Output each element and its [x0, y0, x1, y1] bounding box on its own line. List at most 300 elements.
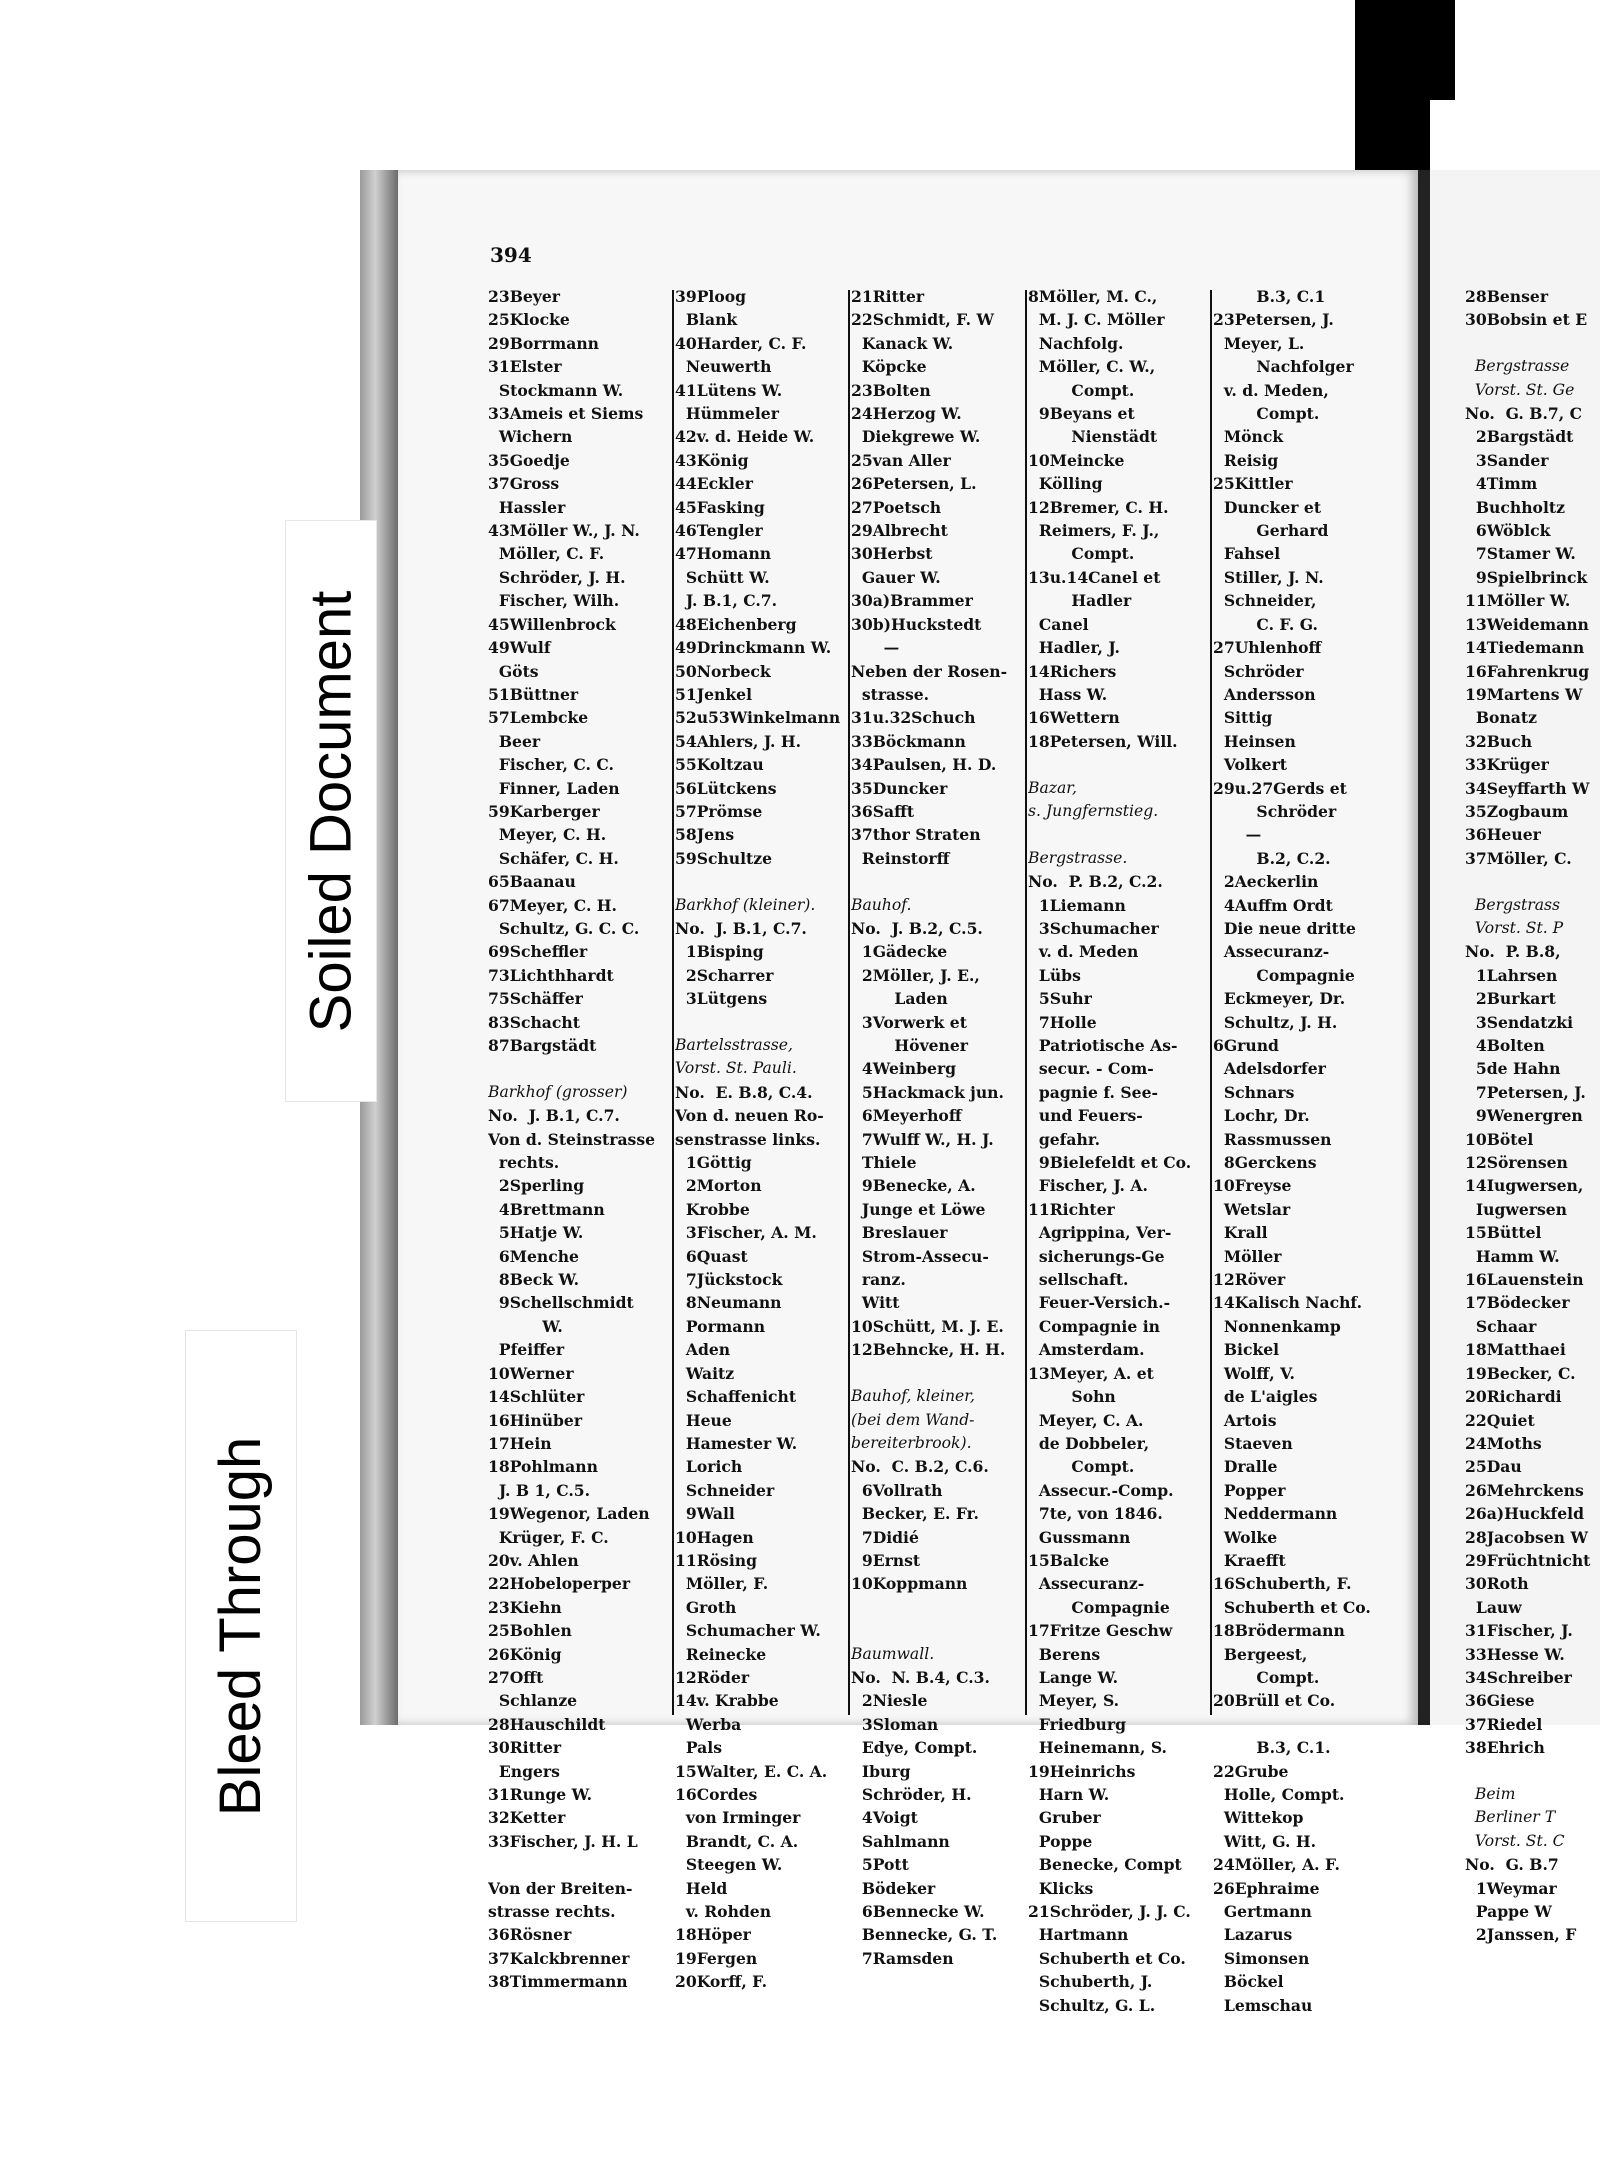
column-line: 33Fischer, J. H. L: [488, 1831, 638, 1851]
column-line: 26König: [488, 1644, 562, 1664]
column-line: Bennecke, G. T.: [851, 1925, 998, 1945]
column-line: 5Suhr: [1028, 989, 1092, 1009]
text-column: [1213, 285, 1418, 2017]
column-line: 6Vollrath: [851, 1480, 943, 1500]
column-line: [675, 1011, 847, 1034]
column-line: 10Koppmann: [851, 1574, 968, 1594]
column-line: 2Morton: [675, 1176, 762, 1196]
column-line: Lorich: [675, 1457, 743, 1477]
text-column: [1028, 285, 1208, 2017]
column-line: 7Didié: [851, 1527, 919, 1547]
page-gutter: [1418, 170, 1430, 1725]
column-line: Adelsdorfer: [1213, 1059, 1326, 1079]
column-line: 87Bargstädt: [488, 1036, 597, 1055]
column-line: 18Pohlmann: [488, 1457, 598, 1477]
column-line: Möller, C. F.: [488, 544, 605, 564]
column-line: Poppe: [1028, 1831, 1093, 1851]
column-line: sicherungs-Ge: [1028, 1246, 1165, 1266]
column-line: 31Elster: [488, 357, 562, 377]
column-line: 31u.32Schuch: [851, 708, 976, 728]
column-line: 10Bötel: [1465, 1129, 1534, 1149]
column-line: 38Timmermann: [488, 1972, 628, 1992]
column-line: 3Lütgens: [675, 989, 768, 1009]
column-line: 73Lichthhardt: [488, 965, 614, 985]
column-line: Neddermann: [1213, 1504, 1338, 1524]
column-line: [1465, 1760, 1600, 1783]
column-line: 31Runge W.: [488, 1785, 593, 1804]
column-line: 5Hatje W.: [488, 1223, 584, 1243]
column-line: 4Bolten: [1465, 1036, 1545, 1055]
column-line: 25Bohlen: [488, 1621, 572, 1641]
column-line: Meyer, L.: [1213, 333, 1305, 353]
column-line: Aden: [675, 1340, 731, 1360]
column-line: 6Menche: [488, 1246, 579, 1266]
column-line: 24Herzog W.: [851, 404, 962, 424]
column-line: Laden: [851, 989, 948, 1009]
column-line: 7Jückstock: [675, 1270, 783, 1290]
column-line: 24Moths: [1465, 1433, 1542, 1453]
column-line: 12Röder: [675, 1667, 750, 1687]
column-line: 6Meyerhoff: [851, 1106, 962, 1126]
column-line: Schlanze: [488, 1691, 578, 1711]
column-line: 43Möller W., J. N.: [488, 521, 640, 541]
column-line: 35Duncker: [851, 778, 948, 798]
column-line: No. J. B.1, C.7.: [488, 1106, 620, 1126]
column-line: Compt.: [1213, 404, 1320, 424]
column-line: und Feuers-: [1028, 1106, 1143, 1126]
column-line: Junge et Löwe: [851, 1199, 986, 1219]
column-line: 2Burkart: [1465, 989, 1556, 1009]
column-line: secur. - Com-: [1028, 1059, 1154, 1079]
column-line: 26a)Huckfeld: [1465, 1504, 1585, 1524]
column-line: 6Quast: [675, 1246, 748, 1266]
column-line: Bergstrasse.: [1028, 848, 1128, 867]
column-line: 9Beyans et: [1028, 404, 1135, 424]
column-line: Stockmann W.: [488, 380, 624, 400]
column-line: 25Kittler: [1213, 474, 1293, 494]
column-line: 6Wöblck: [1465, 521, 1551, 541]
column-line: Pormann: [675, 1316, 766, 1336]
column-line: 25Klocke: [488, 310, 570, 330]
text-column: [675, 285, 847, 1994]
column-line: Kanack W.: [851, 333, 954, 353]
column-line: 2Aeckerlin: [1213, 872, 1319, 892]
column-line: [1213, 1713, 1418, 1736]
column-line: Compt.: [1213, 1667, 1320, 1687]
column-line: de L'aigles: [1213, 1387, 1318, 1407]
column-line: Assecur.-Comp.: [1028, 1480, 1174, 1500]
column-line: 25van Aller: [851, 450, 951, 470]
column-line: 1Göttig: [675, 1153, 752, 1173]
column-line: von Irminger: [675, 1808, 801, 1828]
column-line: Iugwersen: [1465, 1199, 1567, 1219]
column-line: 32Ketter: [488, 1808, 566, 1828]
column-line: 4Voigt: [851, 1808, 918, 1828]
column-line: Iburg: [851, 1761, 911, 1781]
column-line: Bergstrass: [1465, 895, 1561, 914]
column-line: 56Lütckens: [675, 778, 777, 798]
column-line: 19Wegenor, Laden: [488, 1504, 650, 1524]
column-line: 59Karberger: [488, 801, 600, 821]
column-line: 24Möller, A. F.: [1213, 1855, 1340, 1875]
column-line: Fischer, J. A.: [1028, 1176, 1148, 1196]
column-line: Sohn: [1028, 1387, 1116, 1407]
column-line: 37thor Straten: [851, 825, 981, 845]
column-line: 9Ernst: [851, 1550, 921, 1570]
column-line: B.2, C.2.: [1213, 848, 1331, 868]
column-line: 11Richter: [1028, 1199, 1115, 1219]
column-line: Pals: [675, 1738, 722, 1758]
column-line: Reinstorff: [851, 848, 950, 868]
column-line: Göts: [488, 661, 539, 681]
column-line: 10Schütt, M. J. E.: [851, 1316, 1004, 1336]
column-line: 1Lahrsen: [1465, 965, 1558, 985]
column-line: 14Richers: [1028, 661, 1117, 681]
column-line: Bickel: [1213, 1340, 1280, 1360]
column-line: Feuer-Versich.-: [1028, 1293, 1171, 1313]
column-line: 1Gädecke: [851, 942, 948, 962]
column-line: 9Bielefeldt et Co.: [1028, 1153, 1192, 1173]
column-line: No. P. B.8,: [1465, 942, 1561, 962]
column-line: 33Böckmann: [851, 731, 966, 751]
column-line: Berens: [1028, 1644, 1101, 1664]
column-line: Hadler, J.: [1028, 638, 1120, 658]
soiled-document-label: [285, 520, 377, 1102]
column-line: Gussmann: [1028, 1527, 1131, 1547]
column-line: 19Fergen: [675, 1948, 758, 1968]
column-line: [488, 1853, 670, 1876]
column-line: gefahr.: [1028, 1129, 1101, 1149]
column-line: Assecuranz-: [1028, 1574, 1145, 1594]
column-line: Heinemann, S.: [1028, 1738, 1167, 1758]
column-line: Von d. Steinstrasse: [488, 1129, 656, 1149]
column-line: 10Meincke: [1028, 450, 1125, 470]
column-line: (bei dem Wand-: [851, 1410, 975, 1429]
column-line: 75Schäffer: [488, 989, 583, 1009]
column-line: 23Petersen, J.: [1213, 310, 1334, 330]
column-line: 2Scharrer: [675, 965, 774, 985]
column-line: 59Schultze: [675, 848, 773, 868]
column-line: 58Jens: [675, 825, 735, 845]
column-line: 23Bolten: [851, 380, 931, 400]
column-line: Schneider: [675, 1480, 775, 1500]
column-line: 3Schumacher: [1028, 918, 1159, 938]
column-line: Beer: [488, 731, 541, 751]
column-line: 55Koltzau: [675, 755, 764, 775]
column-line: 36Rösner: [488, 1925, 572, 1945]
column-line: J. B 1, C.5.: [488, 1480, 591, 1500]
column-line: 25Dau: [1465, 1457, 1522, 1477]
column-line: 65Baanau: [488, 872, 576, 892]
column-line: Bonatz: [1465, 708, 1537, 728]
column-line: Lauw: [1465, 1597, 1522, 1617]
column-line: Compt.: [1028, 1457, 1135, 1477]
column-line: J. B.1, C.7.: [675, 591, 778, 611]
column-line: Fahsel: [1213, 544, 1281, 564]
column-line: Nonnenkamp: [1213, 1316, 1341, 1336]
column-line: [675, 870, 847, 893]
column-line: 39Ploog: [675, 287, 747, 306]
column-line: Compagnie: [1213, 965, 1355, 985]
column-line: 51Büttner: [488, 684, 579, 704]
column-line: Krall: [1213, 1223, 1268, 1243]
column-line: No. C. B.2, C.6.: [851, 1457, 989, 1477]
column-line: Schuberth et Co.: [1213, 1597, 1371, 1617]
column-line: Von d. neuen Ro-: [675, 1106, 824, 1126]
column-line: 2Niesle: [851, 1691, 928, 1711]
column-line: Vorst. St. Pauli.: [675, 1059, 797, 1078]
column-line: 29Früchtnicht: [1465, 1550, 1591, 1570]
column-line: Groth: [675, 1597, 737, 1617]
column-line: Gauer W.: [851, 567, 941, 587]
column-line: Sittig: [1213, 708, 1273, 728]
column-line: 49Wulf: [488, 638, 551, 658]
column-line: 18Brödermann: [1213, 1621, 1345, 1641]
column-line: 42v. d. Heide W.: [675, 427, 815, 447]
column-line: 22Hobeloperper: [488, 1574, 631, 1594]
column-line: 9Spielbrinck: [1465, 567, 1588, 587]
column-line: Schütt W.: [675, 567, 770, 587]
column-line: Schröder, J. H.: [488, 567, 626, 587]
column-line: No. E. B.8, C.4.: [675, 1082, 813, 1102]
column-line: 21Schröder, J. J. C.: [1028, 1902, 1191, 1922]
column-line: 26Mehrckens: [1465, 1480, 1584, 1500]
column-line: v. d. Meden,: [1213, 380, 1329, 400]
column-line: 46Tengler: [675, 521, 763, 541]
column-line: 30Bobsin et E: [1465, 310, 1588, 330]
column-line: 19Heinrichs: [1028, 1761, 1136, 1781]
page-number: 394: [490, 243, 532, 267]
bleed-through-text: Bleed Through: [208, 1436, 274, 1816]
column-line: Harn W.: [1028, 1785, 1110, 1804]
column-line: 9Schellschmidt: [488, 1293, 634, 1313]
column-line: 10Hagen: [675, 1527, 754, 1547]
column-line: 21Ritter: [851, 287, 925, 306]
column-line: Canel: [1028, 614, 1089, 634]
column-line: Reimers, F. J.,: [1028, 521, 1160, 541]
column-line: Hass W.: [1028, 684, 1108, 704]
column-line: No. N. B.4, C.3.: [851, 1667, 990, 1687]
column-line: Lochr, Dr.: [1213, 1106, 1310, 1126]
column-line: 10Freyse: [1213, 1176, 1292, 1196]
column-line: Simonsen: [1213, 1948, 1310, 1968]
column-line: Wolff, V.: [1213, 1363, 1295, 1383]
column-line: v. Rohden: [675, 1902, 772, 1922]
column-line: 10Werner: [488, 1363, 574, 1383]
column-line: 9Wall: [675, 1504, 735, 1524]
column-line: 22Quiet: [1465, 1410, 1535, 1430]
column-line: 19Becker, C.: [1465, 1363, 1576, 1383]
column-line: 57Lembcke: [488, 708, 589, 728]
column-line: Edye, Compt.: [851, 1738, 978, 1758]
column-line: Neuwerth: [675, 357, 772, 377]
column-line: Diekgrewe W.: [851, 427, 981, 447]
column-line: [1465, 332, 1600, 355]
column-line: 12Röver: [1213, 1270, 1286, 1290]
column-line: 5Pott: [851, 1855, 909, 1875]
column-line: 29u.27Gerds et: [1213, 778, 1347, 798]
column-line: 41Lütens W.: [675, 380, 783, 400]
text-column: [488, 285, 670, 1994]
column-line: 45Fasking: [675, 497, 765, 517]
column-line: 20Korff, F.: [675, 1972, 768, 1992]
column-line: C. F. G.: [1213, 614, 1318, 634]
column-line: 3Sloman: [851, 1714, 939, 1734]
column-line: 30Herbst: [851, 544, 933, 564]
column-line: s. Jungfernstieg.: [1028, 801, 1159, 820]
column-line: 13Meyer, A. et: [1028, 1363, 1154, 1383]
column-line: [488, 1057, 670, 1080]
column-line: Bödeker: [851, 1878, 936, 1898]
column-line: W.: [488, 1316, 563, 1336]
column-line: ranz.: [851, 1270, 906, 1290]
column-line: 14Schlüter: [488, 1387, 585, 1407]
column-line: 36Heuer: [1465, 825, 1541, 845]
column-line: No. J. B.2, C.5.: [851, 918, 983, 938]
column-line: Schneider,: [1213, 591, 1317, 611]
column-line: 36Giese: [1465, 1691, 1535, 1711]
column-line: 38Ehrich: [1465, 1738, 1545, 1758]
column-line: 7Stamer W.: [1465, 544, 1576, 564]
column-line: 7Wulff W., H. J.: [851, 1129, 994, 1149]
column-line: 33Ameis et Siems: [488, 404, 644, 424]
column-line: Neben der Rosen-: [851, 661, 1008, 681]
column-line: Reisig: [1213, 450, 1279, 470]
column-line: Witt, G. H.: [1213, 1831, 1317, 1851]
column-line: Friedburg: [1028, 1714, 1126, 1734]
column-line: 13Weidemann: [1465, 614, 1589, 634]
column-line: Wolke: [1213, 1527, 1278, 1547]
column-line: 8Neumann: [675, 1293, 782, 1313]
column-line: Köpcke: [851, 357, 927, 377]
column-line: Fischer, Wilh.: [488, 591, 620, 611]
column-line: Berliner T: [1465, 1808, 1556, 1827]
column-line: No. G. B.7: [1465, 1855, 1559, 1875]
column-line: 18Petersen, Will.: [1028, 731, 1178, 751]
column-line: 8Beck W.: [488, 1270, 580, 1290]
column-line: Volkert: [1213, 755, 1287, 775]
column-line: Mönck: [1213, 427, 1284, 447]
column-line: v. d. Meden: [1028, 942, 1139, 962]
scan-edge-top: [1355, 0, 1430, 170]
column-line: 18Matthaei: [1465, 1340, 1566, 1360]
column-line: Sahlmann: [851, 1831, 950, 1851]
column-line: 14Kalisch Nachf.: [1213, 1293, 1363, 1313]
column-line: Hamester W.: [675, 1433, 798, 1453]
column-line: 33Hesse W.: [1465, 1644, 1565, 1664]
column-line: [851, 1619, 1024, 1642]
column-line: 28Benser: [1465, 287, 1549, 306]
column-line: [851, 1596, 1024, 1619]
column-line: 14Tiedemann: [1465, 638, 1585, 658]
column-line: Heue: [675, 1410, 732, 1430]
column-line: Compt.: [1028, 380, 1135, 400]
column-line: [851, 870, 1024, 893]
column-line: 2Bargstädt: [1465, 427, 1574, 447]
column-line: 37Gross: [488, 474, 560, 494]
column-line: 49Drinckmann W.: [675, 638, 832, 658]
column-line: Schaffenicht: [675, 1387, 797, 1407]
column-line: Dralle: [1213, 1457, 1278, 1477]
column-line: Stiller, J. N.: [1213, 567, 1324, 587]
column-line: 28Hauschildt: [488, 1714, 606, 1734]
column-line: B.3, C.1.: [1213, 1738, 1331, 1758]
column-line: 23Beyer: [488, 287, 560, 306]
column-line: Meyer, C. A.: [1028, 1410, 1144, 1430]
column-line: Schaar: [1465, 1316, 1537, 1336]
column-line: 5Hackmack jun.: [851, 1082, 1004, 1102]
column-line: Schäfer, C. H.: [488, 848, 619, 868]
soiled-document-text: Soiled Document: [298, 590, 364, 1032]
column-line: 20v. Ahlen: [488, 1550, 579, 1570]
column-line: Pfeiffer: [488, 1340, 565, 1360]
column-line: No. J. B.1, C.7.: [675, 918, 807, 938]
column-line: 26Petersen, L.: [851, 474, 977, 494]
column-line: Benecke, Compt: [1028, 1855, 1182, 1875]
column-line: 34Paulsen, H. D.: [851, 755, 997, 775]
scan-edge-top-right: [1430, 0, 1455, 100]
column-line: 54Ahlers, J. H.: [675, 731, 802, 751]
column-line: 23Kiehn: [488, 1597, 562, 1617]
column-line: Hassler: [488, 497, 566, 517]
column-line: 2Möller, J. E.,: [851, 965, 980, 985]
column-line: Bartelsstrasse,: [675, 1036, 793, 1054]
column-line: senstrasse links.: [675, 1129, 821, 1149]
column-line: 4Timm: [1465, 474, 1538, 494]
column-line: [1028, 823, 1208, 846]
column-line: 17Fritze Geschw: [1028, 1621, 1173, 1641]
column-line: Böckel: [1213, 1972, 1284, 1992]
column-line: 14Iugwersen,: [1465, 1176, 1584, 1196]
column-line: —: [1213, 825, 1262, 845]
column-line: 40Harder, C. F.: [675, 333, 807, 353]
column-line: 27Poetsch: [851, 497, 942, 517]
column-line: 15Balcke: [1028, 1550, 1110, 1570]
column-line: 50Norbeck: [675, 661, 771, 681]
column-line: Schuberth et Co.: [1028, 1948, 1186, 1968]
column-line: 48Eichenberg: [675, 614, 797, 634]
column-line: Lazarus: [1213, 1925, 1293, 1945]
column-line: Barkhof (grosser): [488, 1082, 628, 1101]
column-line: Rassmussen: [1213, 1129, 1332, 1149]
column-line: 7Holle: [1028, 1012, 1097, 1032]
column-line: Duncker et: [1213, 497, 1322, 517]
column-line: 36Safft: [851, 801, 915, 821]
column-line: 9Wenergren: [1465, 1106, 1583, 1126]
column-line: Schultz, G. L.: [1028, 1995, 1156, 2015]
column-rule: [848, 290, 850, 1715]
column-line: Lange W.: [1028, 1667, 1119, 1687]
column-line: Schnars: [1213, 1082, 1295, 1102]
column-line: 17Hein: [488, 1433, 552, 1453]
column-line: Meyer, C. H.: [488, 825, 607, 845]
column-line: 16Cordes: [675, 1785, 758, 1804]
column-line: Kölling: [1028, 474, 1103, 494]
column-line: Heinsen: [1213, 731, 1296, 751]
column-line: strasse rechts.: [488, 1902, 616, 1922]
column-line: 9Benecke, A.: [851, 1176, 976, 1196]
column-line: Barkhof (kleiner).: [675, 895, 816, 914]
column-line: 29Albrecht: [851, 521, 948, 541]
column-line: Meyer, S.: [1028, 1691, 1120, 1711]
column-line: Vorst. St. P: [1465, 918, 1564, 937]
text-column: [1465, 285, 1600, 1947]
column-line: Von der Breiten-: [488, 1878, 633, 1898]
column-line: 57Prömse: [675, 801, 763, 821]
column-line: 15Büttel: [1465, 1223, 1542, 1243]
column-line: Baumwall.: [851, 1644, 935, 1663]
column-line: 28Jacobsen W: [1465, 1527, 1588, 1547]
